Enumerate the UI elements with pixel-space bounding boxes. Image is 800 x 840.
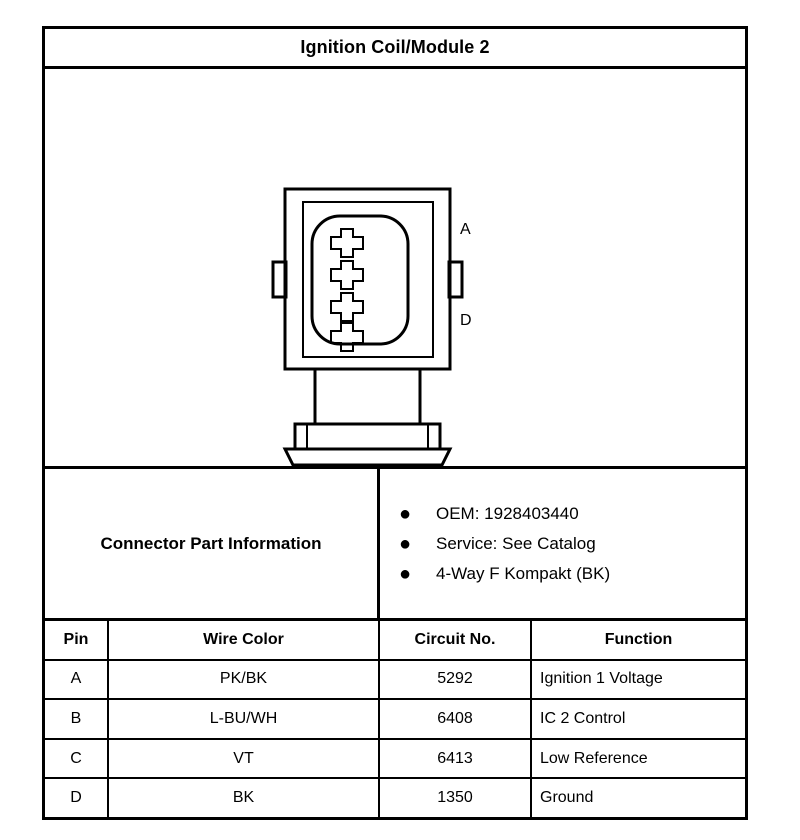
column-header-pin: Pin [45, 621, 109, 659]
cell-function: Low Reference [540, 749, 648, 767]
connector-part-information [45, 469, 745, 621]
column-header-circuit-no: Circuit No. [380, 621, 532, 659]
cell-function: Ignition 1 Voltage [540, 670, 663, 688]
table-row [45, 700, 745, 740]
bullet-icon: ● [398, 502, 412, 525]
cell-circuit-no: 5292 [380, 661, 532, 699]
cell-pin: B [45, 700, 109, 738]
table-row [45, 661, 745, 701]
part-information-label: Connector Part Information [45, 469, 380, 618]
pin-callout-a: A [460, 221, 471, 238]
column-header-wire-color: Wire Color [109, 621, 380, 659]
column-header-function: Function [604, 630, 673, 648]
cell-pin: D [45, 779, 109, 817]
cell-function: Ground [540, 789, 594, 807]
part-service: Service: See Catalog [436, 534, 596, 553]
list-item [390, 529, 745, 559]
datasheet-frame [42, 26, 748, 820]
cell-circuit-no: 6408 [380, 700, 532, 738]
cell-wire-color: VT [109, 740, 380, 778]
pin-table [45, 621, 745, 817]
part-information-bullets [380, 469, 745, 618]
cell-circuit-no: 6413 [380, 740, 532, 778]
table-row [45, 740, 745, 780]
cell-pin: A [45, 661, 109, 699]
bullet-icon: ● [398, 562, 412, 585]
list-item [390, 559, 745, 589]
table-row [45, 779, 745, 817]
pin-callout-d: D [460, 312, 472, 329]
connector-drawing-svg [45, 69, 745, 469]
list-item [390, 499, 745, 529]
cell-wire-color: L-BU/WH [109, 700, 380, 738]
cell-wire-color: BK [109, 779, 380, 817]
cell-pin: C [45, 740, 109, 778]
part-description: 4-Way F Kompakt (BK) [436, 564, 611, 583]
title-bar [45, 29, 745, 69]
connector-illustration [45, 69, 745, 469]
cell-wire-color: PK/BK [109, 661, 380, 699]
part-oem: OEM: 1928403440 [436, 504, 579, 523]
bullet-icon: ● [398, 532, 412, 555]
cell-function: IC 2 Control [540, 709, 626, 727]
page-title: Ignition Coil/Module 2 [300, 37, 490, 57]
cell-circuit-no: 1350 [380, 779, 532, 817]
table-header-row [45, 621, 745, 661]
